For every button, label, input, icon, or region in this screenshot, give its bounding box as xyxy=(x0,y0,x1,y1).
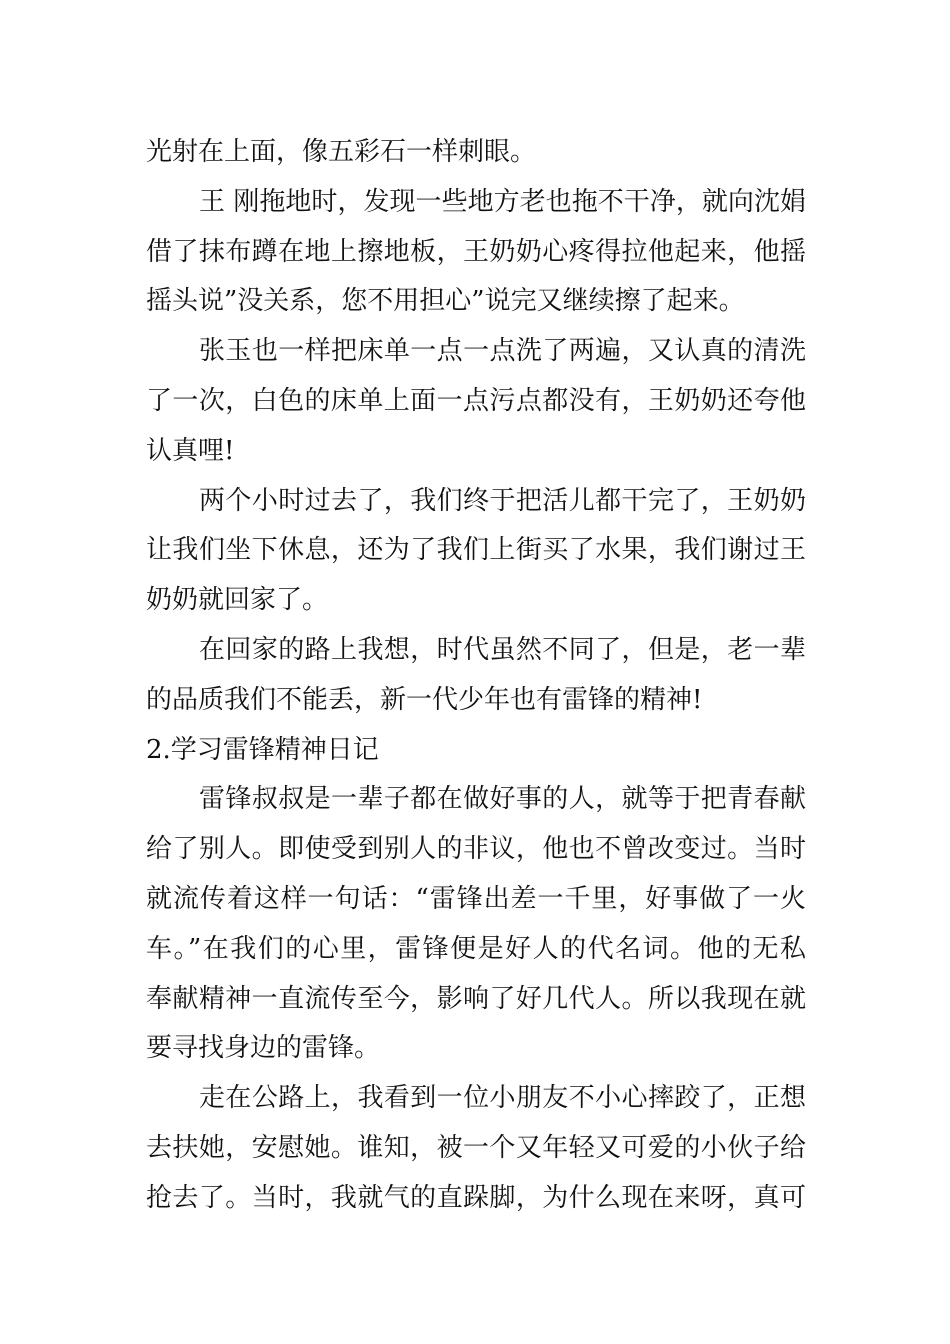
text-line: 在回家的路上我想，时代虽然不同了，但是，老一辈 xyxy=(199,634,806,665)
text-line: 抢去了。当时，我就气的直跺脚，为什么现在来呀，真可 xyxy=(146,1182,806,1213)
text-line: 光射在上面，像五彩石一样刺眼。 xyxy=(146,137,537,167)
text-line: 了一次，白色的床单上面一点污点都没有，王奶奶还夸他 xyxy=(146,385,806,416)
text-line: 认真哩! xyxy=(146,435,235,466)
text-line: 走在公路上，我看到一位小朋友不小心摔跤了，正想 xyxy=(199,1083,806,1114)
text-line: 王 刚拖地时，发现一些地方老也拖不干净，就向沈娟 xyxy=(199,186,806,217)
section-heading: 2.学习雷锋精神日记 xyxy=(146,734,379,765)
text-line: 奉献精神一直流传至今，影响了好几代人。所以我现在就 xyxy=(146,983,806,1014)
text-line: 车。”在我们的心里，雷锋便是好人的代名词。他的无私 xyxy=(146,933,806,964)
text-line: 的品质我们不能丢，新一代少年也有雷锋的精神! xyxy=(146,684,703,715)
text-line: 两个小时过去了，我们终于把活儿都干完了，王奶奶 xyxy=(199,485,806,516)
text-line: 张玉也一样把床单一点一点洗了两遍，又认真的清洗 xyxy=(199,336,806,367)
text-line: 摇头说”没关系，您不用担心”说完又继续擦了起来。 xyxy=(146,286,745,317)
text-line: 要寻找身边的雷锋。 xyxy=(146,1033,381,1064)
text-line: 去扶她，安慰她。谁知，被一个又年轻又可爱的小伙子给 xyxy=(146,1132,806,1163)
text-line: 就流传着这样一句话：“雷锋出差一千里，好事做了一火 xyxy=(146,883,806,914)
document-body xyxy=(146,128,806,1224)
text-line: 奶奶就回家了。 xyxy=(146,585,329,616)
text-line: 让我们坐下休息，还为了我们上街买了水果，我们谢过王 xyxy=(146,535,806,566)
text-line: 雷锋叔叔是一辈子都在做好事的人，就等于把青春献 xyxy=(199,784,806,815)
text-line: 借了抹布蹲在地上擦地板，王奶奶心疼得拉他起来，他摇 xyxy=(146,236,806,267)
text-line: 给了别人。即使受到别人的非议，他也不曾改变过。当时 xyxy=(146,834,806,865)
